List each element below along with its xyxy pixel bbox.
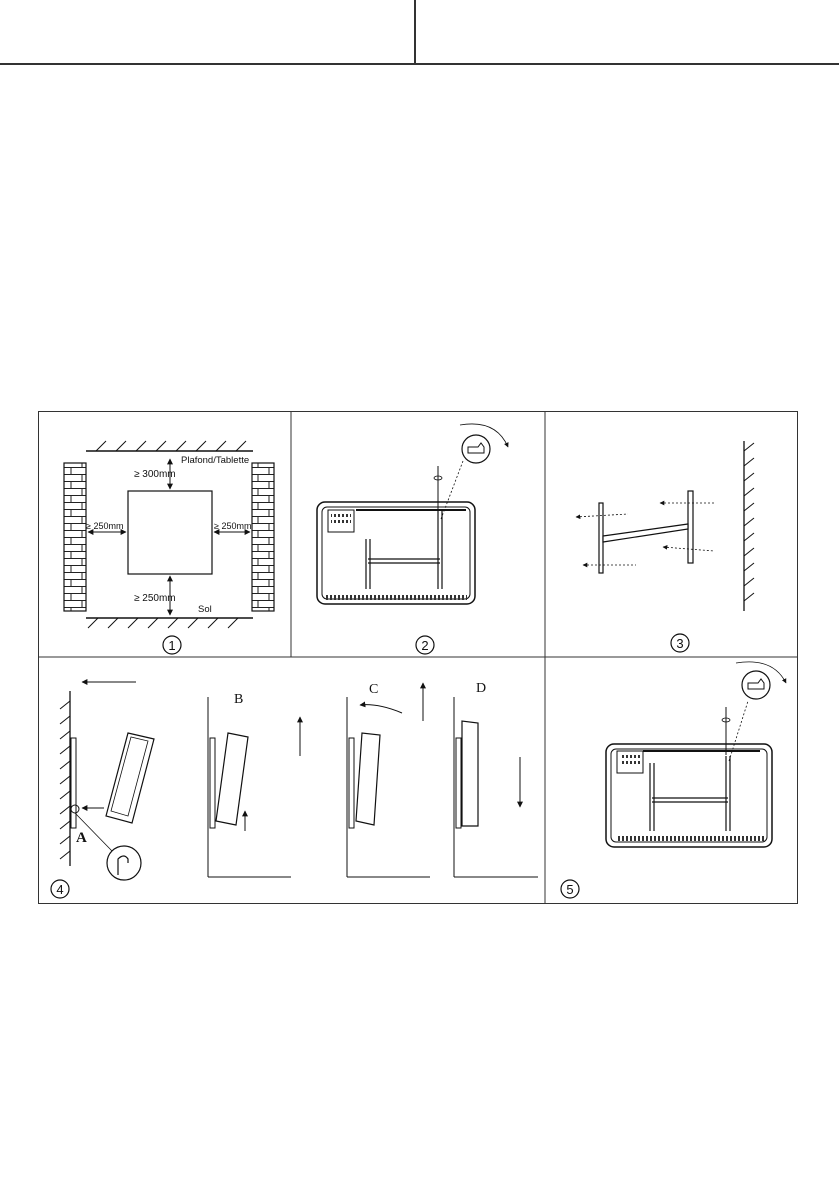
step-c-label: C [369,682,379,697]
bracket-perspective [599,491,693,573]
step-d-label: D [476,681,487,696]
panel-5-secure-heater [561,662,786,898]
left-brick-wall [64,463,86,611]
panel-4-hang-heater [51,681,538,898]
ceiling-label: Plafond/Tablette [181,455,250,466]
left-clearance-label: ≥ 250mm [86,521,124,531]
step-b-label: B [234,692,244,707]
panel-number: 5 [566,882,574,897]
header-rule [0,63,839,65]
hook-detail-circle [107,846,141,880]
bottom-clearance-label: ≥ 250mm [134,593,176,604]
detail-circle [742,671,770,699]
right-clearance-label: ≥ 250mm [214,521,252,531]
panel-3-fix-bracket [576,441,754,652]
panel-2-remove-bracket [317,424,508,654]
heater-outline [128,491,212,574]
detail-circle [462,435,490,463]
header-divider [414,0,416,64]
panel-number: 2 [421,638,429,653]
panel-number: 4 [56,882,64,897]
panel-1-clearances [64,441,274,654]
panel-number: 3 [676,636,684,651]
step-a-label: A [76,830,87,846]
panel-number: 1 [168,638,176,653]
right-brick-wall [252,463,274,611]
floor-label: Sol [198,604,212,615]
installation-figure [38,411,798,904]
top-clearance-label: ≥ 300mm [134,469,176,480]
